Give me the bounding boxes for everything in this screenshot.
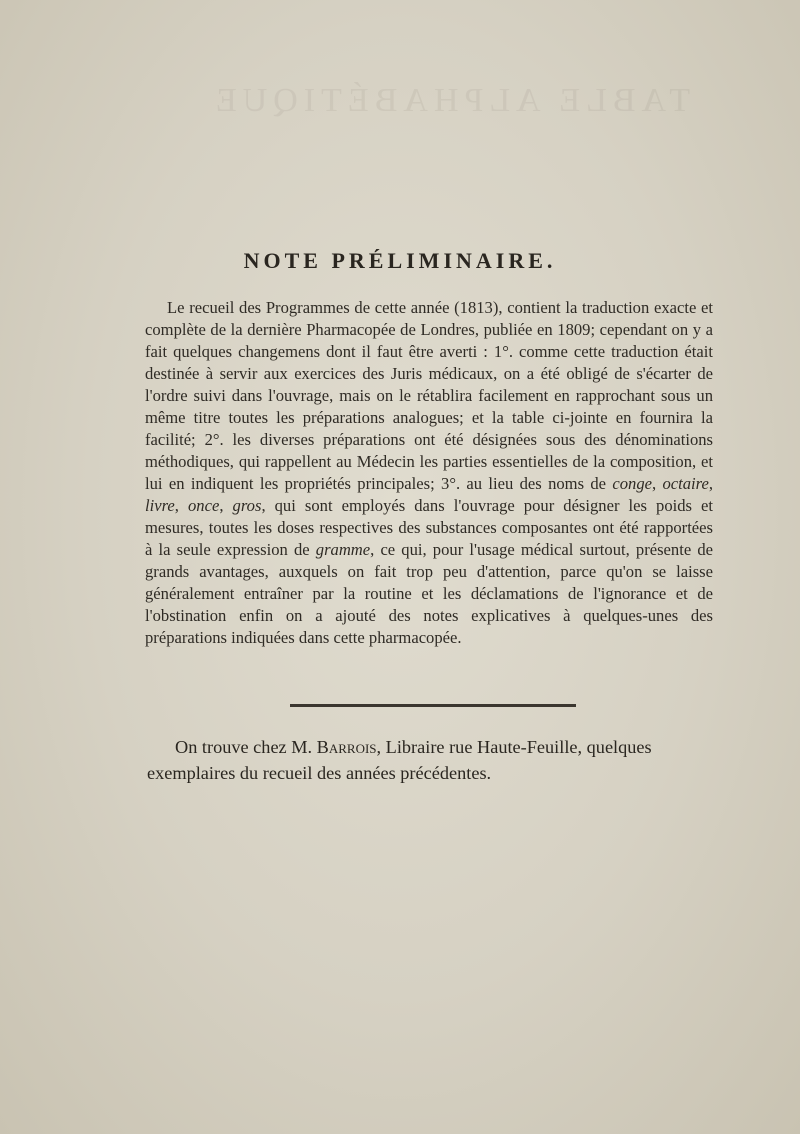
term-octaire: octaire [662,474,709,493]
preliminary-note-paragraph [145,297,713,649]
separator: , [708,474,714,493]
paragraph-text-2: , qui sont employés dans l'ouvrage pour désigner les poids et mesures, toutes les doses respectives des substances composantes ont été rapportées à la seule expression de [145,496,714,559]
paragraph-text-3: , ce qui, pour l'usage médical surtout, présente de grands avantages, auxquels on fait trop peu d'attention, parce qu'on se laisse généralement entraîner par la routine et les déclamations de l'ignorance et de l'obstination enfin on a ajouté des notes explicatives à quelques-unes des préparations indiquées dans cette pharmacopée. [145,540,713,647]
bookseller-name: Barrois [316,737,377,757]
term-gramme: gramme [315,540,371,559]
page-title: NOTE PRÉLIMINAIRE. [243,248,557,273]
term-conge: conge [612,474,652,493]
paragraph-text-1: Le recueil des Programmes de cette année (1813), contient la traduction exacte et complète de la dernière Pharmacopée de Londres, publiée en 1809; cependant on y a fait quelques changemens dont il faut être averti : 1°. comme cette traduction était destinée à servir aux exercices des Juris médicaux, on a été obligé de s'écarter de l'ordre suivi dans l'ouvrage, mais on le rétablira facilement en rapprochant sous un même titre toutes les préparations analogues; et la table ci-jointe en fournira la facilité; 2°. les diverses préparations ont été désignées sous des dénominations méthodiques, qui rappellent au Médecin les parties essentielles de la composition, et lui en indiquent les propriétés principales; 3°. au lieu des noms de [145,298,713,493]
show-through-text: TABLE ALPHABÉTIQUE [209,82,691,119]
notice-text-before: On trouve chez M. [175,737,317,757]
notice-text-after: , Libraire rue Haute-Feuille, quelques exemplaires du recueil des années précédentes. [147,737,652,783]
separator: , [651,474,663,493]
divider-rule [290,704,576,707]
term-gros: gros [232,496,262,515]
separator: , [174,496,188,515]
term-once: once [188,496,220,515]
term-livre: livre [145,496,175,515]
bookseller-notice [147,734,719,786]
separator: , [219,496,233,515]
